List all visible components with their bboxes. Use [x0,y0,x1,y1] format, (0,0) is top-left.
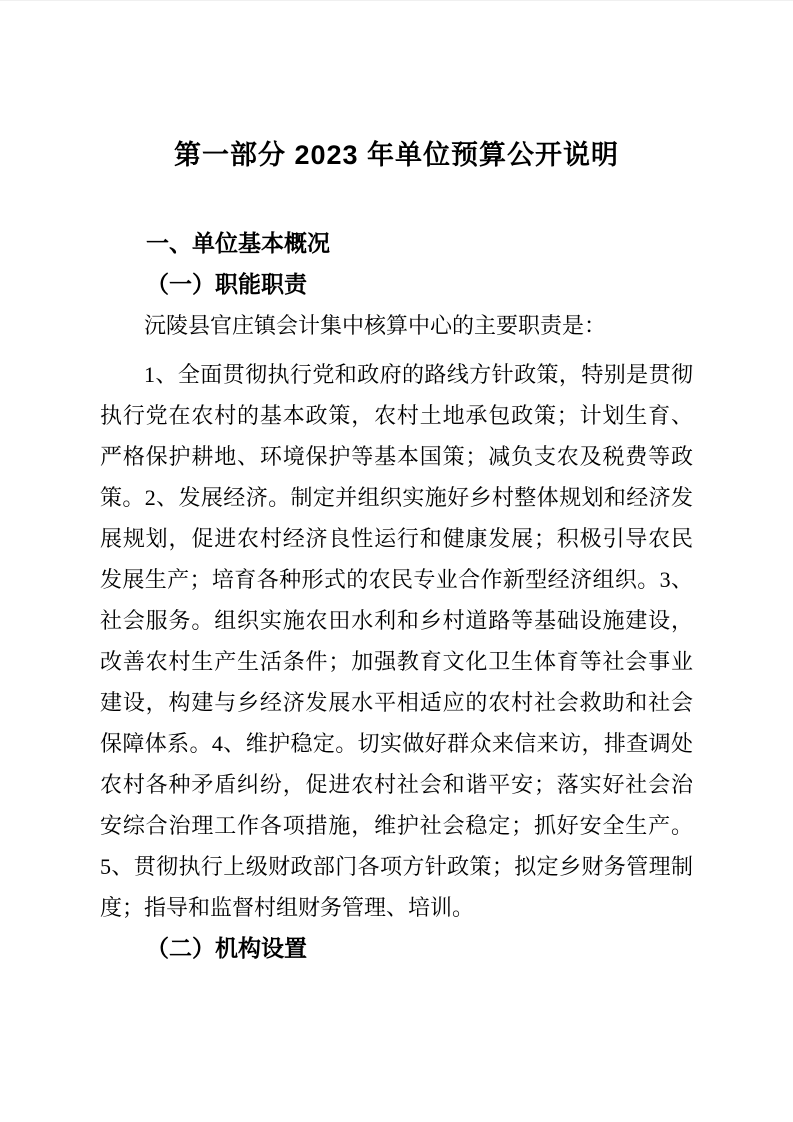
paragraph-duties-intro: 沅陵县官庄镇会计集中核算中心的主要职责是： [144,313,607,338]
heading-unit-basic-overview: 一、单位基本概况 [146,230,330,256]
heading-functions-duties: （一）职能职责 [146,271,307,297]
heading-organization-setup: （二）机构设置 [146,935,307,961]
document-content [0,1,793,969]
paragraph-duties-body: 1、全面贯彻执行党和政府的路线方针政策，特别是贯彻执行党在农村的基本政策，农村土地承包政策；计划生育、严格保护耕地、环境保护等基本国策；减负支农及税费等政策。2、发展经济。制定并组织实施好乡村整体规划和经济发展规划，促进农村经济良性运行和健康发展；积极引导农民发展生产；培育各种形式的农民专业合作新型经济组织。3、社会服务。组织实施农田水利和乡村道路等基础设施建设，改善农村生产生活条件；加强教育文化卫生体育等社会事业建设，构建与乡经济发展水平相适应的农村社会救助和社会保障体系。4、维护稳定。切实做好群众来信来访，排查调处农村各种矛盾纠纷，促进农村社会和谐平安；落实好社会治安综合治理工作各项措施，维护社会稳定；抓好安全生产。5、贯彻执行上级财政部门各项方针政策；拟定乡财务管理制度；指导和监督村组财务管理、培训。 [100,362,693,920]
document-title: 第一部分 2023 年单位预算公开说明 [173,140,620,170]
